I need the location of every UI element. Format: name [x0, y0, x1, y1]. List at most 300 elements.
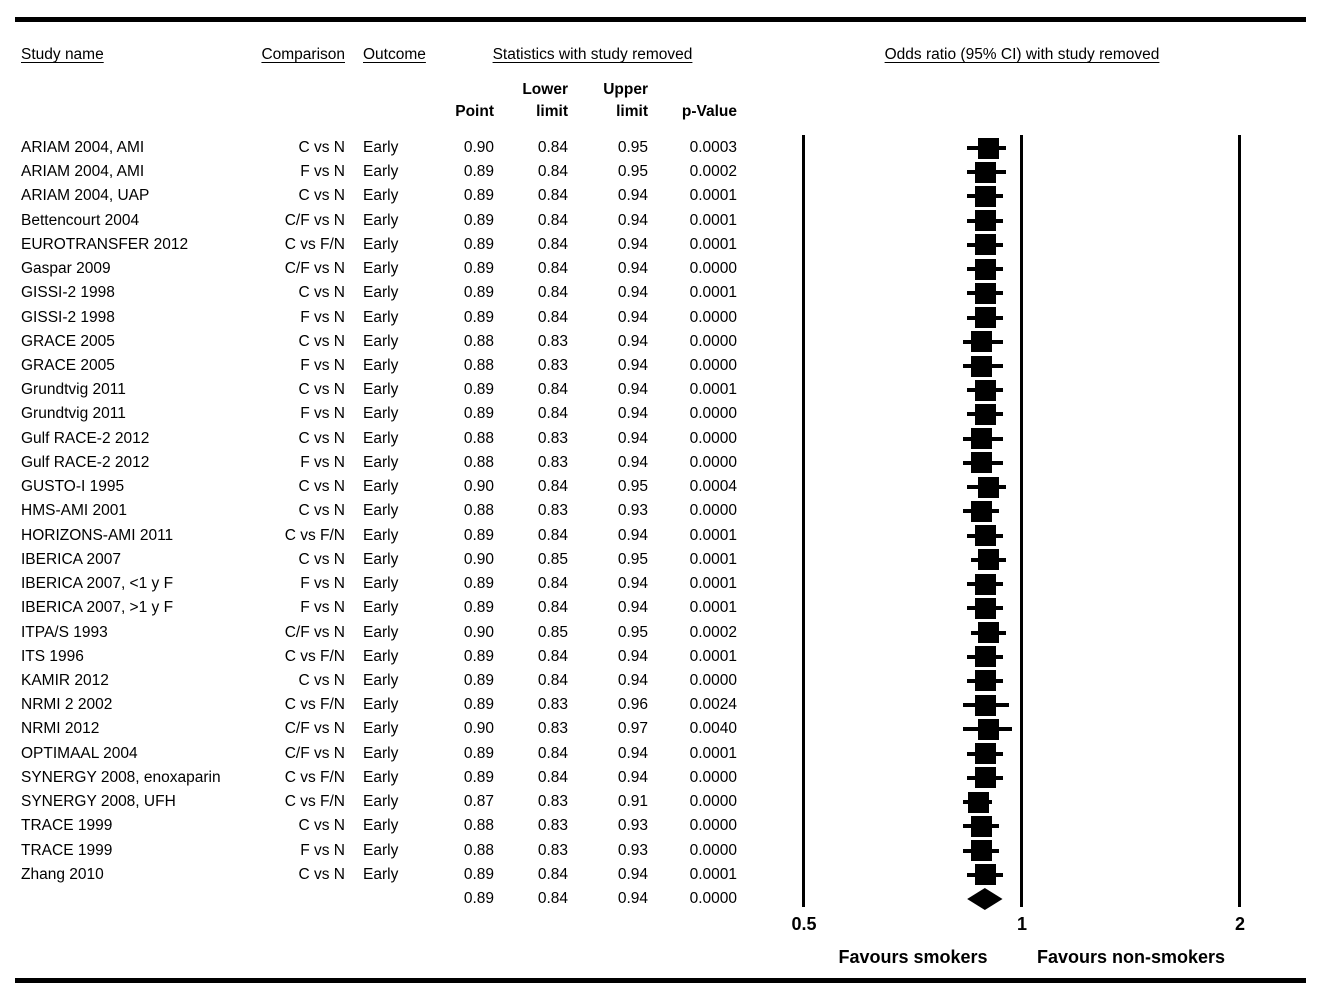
- cell-upper: 0.94: [617, 865, 648, 883]
- or-point-square: [975, 186, 996, 207]
- cell-lower: 0.84: [537, 768, 568, 786]
- cell-p: 0.0001: [689, 526, 737, 544]
- or-point-square: [975, 210, 996, 231]
- cell-upper: 0.94: [617, 332, 648, 350]
- cell-upper: 0.96: [617, 696, 648, 714]
- cell-point: 0.88: [463, 357, 494, 375]
- cell-p: 0.0040: [689, 720, 737, 738]
- cell-lower: 0.84: [537, 647, 568, 665]
- cell-outcome: Early: [363, 478, 399, 496]
- cell-point: 0.89: [463, 744, 494, 762]
- cell-outcome: Early: [363, 599, 399, 617]
- cell-point: 0.88: [463, 429, 494, 447]
- column-header-study-name: Study name: [21, 46, 104, 63]
- table-row: [0, 356, 760, 376]
- table-row: [0, 162, 760, 182]
- axis-line-2: [1238, 135, 1241, 907]
- cell-point: 0.90: [463, 550, 494, 568]
- cell-point: 0.89: [463, 575, 494, 593]
- cell-upper: 0.97: [617, 720, 648, 738]
- cell-upper: 0.94: [617, 429, 648, 447]
- table-row: [0, 404, 760, 424]
- cell-p: 0.0000: [689, 671, 737, 689]
- table-row: [0, 598, 760, 618]
- table-row: [0, 380, 760, 400]
- cell-point: 0.89: [463, 308, 494, 326]
- cell-upper: 0.94: [617, 284, 648, 302]
- cell-outcome: Early: [363, 429, 399, 447]
- cell-p: 0.0024: [689, 696, 737, 714]
- table-row: [0, 671, 760, 691]
- cell-comparison: C vs N: [298, 139, 345, 156]
- cell-point: 0.89: [463, 235, 494, 253]
- cell-comparison: C vs N: [298, 478, 345, 496]
- cell-lower: 0.85: [537, 623, 568, 641]
- cell-upper: 0.94: [617, 381, 648, 399]
- or-point-square: [971, 356, 992, 377]
- cell-p: 0.0001: [689, 599, 737, 617]
- cell-study: NRMI 2012: [21, 720, 100, 738]
- cell-study: ITS 1996: [21, 647, 84, 665]
- cell-p: 0.0001: [689, 381, 737, 399]
- cell-outcome: Early: [363, 793, 399, 811]
- tick-label-2: 2: [1234, 914, 1245, 934]
- tick-label-1: 1: [1016, 914, 1027, 934]
- or-point-square: [978, 138, 999, 159]
- cell-study: Zhang 2010: [21, 865, 104, 883]
- cell-p: 0.0000: [689, 841, 737, 859]
- cell-lower: 0.84: [537, 163, 568, 181]
- cell-comparison: C vs F/N: [284, 526, 345, 544]
- cell-lower: 0.84: [537, 284, 568, 302]
- cell-comparison: C vs N: [298, 284, 345, 302]
- table-row: [0, 647, 760, 667]
- table-row: [0, 695, 760, 715]
- cell-lower: 0.84: [537, 235, 568, 253]
- or-point-square: [975, 234, 996, 255]
- cell-point: 0.88: [463, 502, 494, 520]
- or-point-square: [971, 816, 992, 837]
- cell-lower: 0.84: [537, 381, 568, 399]
- cell-p: 0.0000: [689, 332, 737, 350]
- or-point-square: [975, 864, 996, 885]
- subheader-lower-limit: limit: [536, 103, 568, 120]
- cell-study: TRACE 1999: [21, 817, 113, 835]
- cell-study: GISSI-2 1998: [21, 308, 115, 326]
- cell-study: SYNERGY 2008, UFH: [21, 793, 176, 811]
- cell-upper: 0.95: [617, 623, 648, 641]
- table-row: [0, 138, 760, 158]
- cell-outcome: Early: [363, 671, 399, 689]
- cell-study: KAMIR 2012: [21, 671, 109, 689]
- cell-p: 0.0001: [689, 550, 737, 568]
- or-point-square: [978, 622, 999, 643]
- table-row: [0, 526, 760, 546]
- or-point-square: [978, 719, 999, 740]
- cell-point: 0.89: [463, 260, 494, 278]
- table-row: [0, 186, 760, 206]
- favours-smokers-label: Favours smokers: [838, 947, 988, 967]
- cell-lower: 0.84: [537, 744, 568, 762]
- cell-study: TRACE 1999: [21, 841, 113, 859]
- or-point-square: [975, 307, 996, 328]
- cell-study: NRMI 2 2002: [21, 696, 113, 714]
- cell-comparison: C/F vs N: [284, 623, 345, 641]
- cell-upper: 0.95: [617, 478, 648, 496]
- cell-study: GRACE 2005: [21, 357, 115, 375]
- cell-lower: 0.83: [537, 696, 568, 714]
- cell-comparison: C vs N: [298, 187, 345, 205]
- table-row: [0, 623, 760, 643]
- cell-p: 0.0002: [689, 163, 737, 181]
- axis-line-1: [1020, 135, 1023, 907]
- cell-comparison: F vs N: [300, 405, 345, 423]
- cell-outcome: Early: [363, 332, 399, 350]
- cell-lower: 0.83: [537, 817, 568, 835]
- tick-label-0-5: 0.5: [791, 914, 817, 934]
- cell-comparison: C vs N: [298, 817, 345, 835]
- or-point-square: [975, 525, 996, 546]
- cell-study: IBERICA 2007: [21, 550, 121, 568]
- cell-study: Grundtvig 2011: [21, 405, 126, 423]
- subheader-point: Point: [455, 103, 494, 120]
- cell-outcome: Early: [363, 235, 399, 253]
- cell-outcome: Early: [363, 744, 399, 762]
- cell-comparison: C vs N: [298, 502, 345, 520]
- cell-upper: 0.94: [617, 187, 648, 205]
- or-point-square: [971, 452, 992, 473]
- cell-study: ARIAM 2004, UAP: [21, 187, 150, 205]
- cell-comparison: C vs N: [298, 381, 345, 399]
- or-point-square: [975, 767, 996, 788]
- cell-study: Bettencourt 2004: [21, 211, 140, 229]
- cell-p: 0.0000: [689, 502, 737, 520]
- table-row: [0, 889, 760, 909]
- table-row: [0, 453, 760, 473]
- table-row: [0, 816, 760, 836]
- table-row: [0, 841, 760, 861]
- table-row: [0, 235, 760, 255]
- cell-upper: 0.94: [617, 768, 648, 786]
- cell-lower: 0.84: [537, 599, 568, 617]
- or-point-square: [971, 840, 992, 861]
- cell-outcome: Early: [363, 720, 399, 738]
- column-header-outcome: Outcome: [363, 46, 426, 63]
- cell-outcome: Early: [363, 187, 399, 205]
- favours-non-smokers-label: Favours non-smokers: [1036, 947, 1226, 967]
- cell-study: SYNERGY 2008, enoxaparin: [21, 768, 221, 786]
- cell-p: 0.0001: [689, 235, 737, 253]
- or-point-square: [975, 259, 996, 280]
- cell-outcome: Early: [363, 526, 399, 544]
- cell-point: 0.88: [463, 817, 494, 835]
- cell-p: 0.0001: [689, 211, 737, 229]
- table-row: [0, 574, 760, 594]
- cell-point: 0.89: [463, 187, 494, 205]
- cell-comparison: C vs N: [298, 865, 345, 883]
- cell-study: Gulf RACE-2 2012: [21, 429, 150, 447]
- cell-upper: 0.94: [617, 647, 648, 665]
- cell-p: 0.0000: [689, 260, 737, 278]
- cell-upper: 0.93: [617, 502, 648, 520]
- cell-comparison: C/F vs N: [284, 744, 345, 762]
- cell-lower: 0.83: [537, 841, 568, 859]
- cell-comparison: F vs N: [300, 163, 345, 181]
- cell-outcome: Early: [363, 453, 399, 471]
- cell-lower: 0.84: [537, 478, 568, 496]
- cell-upper: 0.95: [617, 550, 648, 568]
- cell-upper: 0.93: [617, 817, 648, 835]
- cell-outcome: Early: [363, 550, 399, 568]
- cell-p: 0.0003: [689, 139, 737, 156]
- or-point-square: [975, 380, 996, 401]
- cell-point: 0.89: [463, 211, 494, 229]
- cell-outcome: Early: [363, 768, 399, 786]
- cell-p: 0.0001: [689, 865, 737, 883]
- cell-point: 0.90: [463, 623, 494, 641]
- cell-point: 0.90: [463, 139, 494, 156]
- cell-study: IBERICA 2007, <1 y F: [21, 575, 174, 593]
- cell-comparison: F vs N: [300, 308, 345, 326]
- cell-lower: 0.83: [537, 332, 568, 350]
- cell-outcome: Early: [363, 357, 399, 375]
- cell-point: 0.89: [463, 284, 494, 302]
- cell-point: 0.90: [463, 720, 494, 738]
- cell-upper: 0.94: [617, 357, 648, 375]
- cell-study: Gulf RACE-2 2012: [21, 453, 150, 471]
- cell-upper: 0.95: [617, 163, 648, 181]
- table-row: [0, 792, 760, 812]
- column-header-odds-ratio-plot: Odds ratio (95% CI) with study removed: [884, 46, 1160, 63]
- cell-study: GUSTO-I 1995: [21, 478, 125, 496]
- cell-comparison: C/F vs N: [284, 720, 345, 738]
- cell-outcome: Early: [363, 260, 399, 278]
- cell-outcome: Early: [363, 841, 399, 859]
- table-row: [0, 429, 760, 449]
- cell-comparison: C vs N: [298, 332, 345, 350]
- cell-outcome: Early: [363, 696, 399, 714]
- table-row: [0, 477, 760, 497]
- cell-point: 0.88: [463, 841, 494, 859]
- or-point-square: [978, 549, 999, 570]
- cell-upper: 0.94: [617, 405, 648, 423]
- cell-study: HMS-AMI 2001: [21, 502, 127, 520]
- cell-lower: 0.84: [537, 308, 568, 326]
- cell-point: 0.89: [463, 163, 494, 181]
- cell-outcome: Early: [363, 817, 399, 835]
- cell-p: 0.0001: [689, 575, 737, 593]
- or-point-square: [971, 331, 992, 352]
- cell-upper: 0.94: [617, 575, 648, 593]
- cell-upper: 0.94: [617, 211, 648, 229]
- cell-p: 0.0000: [689, 453, 737, 471]
- cell-point: 0.89: [463, 671, 494, 689]
- or-point-square: [975, 743, 996, 764]
- cell-point: 0.89: [463, 768, 494, 786]
- table-row: [0, 211, 760, 231]
- cell-lower: 0.84: [537, 405, 568, 423]
- cell-study: HORIZONS-AMI 2011: [21, 526, 174, 544]
- cell-lower: 0.84: [537, 575, 568, 593]
- or-point-square: [968, 792, 989, 813]
- cell-p: 0.0001: [689, 647, 737, 665]
- cell-study: ITPA/S 1993: [21, 623, 108, 641]
- cell-point: 0.89: [463, 890, 494, 907]
- cell-lower: 0.84: [537, 865, 568, 883]
- table-row: [0, 501, 760, 521]
- table-row: [0, 332, 760, 352]
- cell-study: GISSI-2 1998: [21, 284, 115, 302]
- table-row: [0, 308, 760, 328]
- cell-upper: 0.94: [617, 260, 648, 278]
- cell-p: 0.0001: [689, 744, 737, 762]
- cell-point: 0.90: [463, 478, 494, 496]
- cell-lower: 0.84: [537, 211, 568, 229]
- cell-study: ARIAM 2004, AMI: [21, 139, 145, 156]
- cell-point: 0.87: [463, 793, 494, 811]
- cell-point: 0.89: [463, 405, 494, 423]
- cell-outcome: Early: [363, 284, 399, 302]
- cell-comparison: C vs F/N: [284, 235, 345, 253]
- cell-upper: 0.94: [617, 671, 648, 689]
- cell-upper: 0.91: [617, 793, 648, 811]
- cell-p: 0.0001: [689, 284, 737, 302]
- cell-lower: 0.84: [537, 526, 568, 544]
- cell-upper: 0.94: [617, 235, 648, 253]
- bottom-border-rule: [15, 978, 1306, 983]
- cell-study: ARIAM 2004, AMI: [21, 163, 145, 181]
- cell-comparison: C vs F/N: [284, 793, 345, 811]
- cell-p: 0.0004: [689, 478, 737, 496]
- axis-line-0-5: [802, 135, 805, 907]
- or-point-square: [975, 598, 996, 619]
- cell-outcome: Early: [363, 308, 399, 326]
- cell-upper: 0.93: [617, 841, 648, 859]
- top-border-rule: [15, 17, 1306, 22]
- cell-p: 0.0000: [689, 890, 737, 907]
- cell-comparison: C vs N: [298, 550, 345, 568]
- cell-lower: 0.85: [537, 550, 568, 568]
- cell-comparison: F vs N: [300, 453, 345, 471]
- cell-p: 0.0002: [689, 623, 737, 641]
- cell-outcome: Early: [363, 139, 399, 156]
- table-row: [0, 744, 760, 764]
- cell-upper: 0.94: [617, 453, 648, 471]
- or-point-square: [975, 646, 996, 667]
- cell-comparison: F vs N: [300, 575, 345, 593]
- subheader-upper: Upper: [603, 81, 648, 98]
- cell-outcome: Early: [363, 623, 399, 641]
- cell-comparison: F vs N: [300, 357, 345, 375]
- cell-outcome: Early: [363, 647, 399, 665]
- cell-lower: 0.84: [537, 139, 568, 156]
- or-point-square: [971, 501, 992, 522]
- cell-outcome: Early: [363, 381, 399, 399]
- cell-lower: 0.84: [537, 187, 568, 205]
- cell-upper: 0.94: [617, 599, 648, 617]
- cell-upper: 0.94: [617, 890, 648, 907]
- cell-lower: 0.83: [537, 429, 568, 447]
- or-point-square: [975, 670, 996, 691]
- column-header-comparison: Comparison: [261, 46, 345, 63]
- cell-outcome: Early: [363, 405, 399, 423]
- or-point-square: [971, 428, 992, 449]
- cell-point: 0.89: [463, 526, 494, 544]
- table-row: [0, 550, 760, 570]
- cell-point: 0.88: [463, 332, 494, 350]
- cell-lower: 0.84: [537, 671, 568, 689]
- cell-comparison: C/F vs N: [284, 211, 345, 229]
- table-row: [0, 768, 760, 788]
- overall-diamond: [967, 888, 1002, 910]
- or-point-square: [975, 162, 996, 183]
- cell-comparison: F vs N: [300, 599, 345, 617]
- cell-study: OPTIMAAL 2004: [21, 744, 138, 762]
- cell-comparison: F vs N: [300, 841, 345, 859]
- cell-comparison: C vs N: [298, 429, 345, 447]
- cell-comparison: C/F vs N: [284, 260, 345, 278]
- cell-lower: 0.83: [537, 720, 568, 738]
- cell-lower: 0.83: [537, 453, 568, 471]
- cell-p: 0.0000: [689, 405, 737, 423]
- or-point-square: [978, 477, 999, 498]
- cell-lower: 0.84: [537, 890, 568, 907]
- cell-study: Grundtvig 2011: [21, 381, 126, 399]
- cell-outcome: Early: [363, 211, 399, 229]
- table-row: [0, 259, 760, 279]
- cell-p: 0.0000: [689, 793, 737, 811]
- table-row: [0, 865, 760, 885]
- cell-lower: 0.83: [537, 502, 568, 520]
- cell-comparison: C vs F/N: [284, 768, 345, 786]
- cell-outcome: Early: [363, 575, 399, 593]
- or-point-square: [975, 404, 996, 425]
- or-point-square: [975, 574, 996, 595]
- cell-p: 0.0000: [689, 817, 737, 835]
- cell-p: 0.0000: [689, 357, 737, 375]
- table-row: [0, 719, 760, 739]
- cell-study: GRACE 2005: [21, 332, 115, 350]
- cell-upper: 0.94: [617, 744, 648, 762]
- subheader-p-value: p-Value: [681, 103, 737, 120]
- subheader-lower: Lower: [522, 81, 568, 98]
- cell-outcome: Early: [363, 163, 399, 181]
- cell-comparison: C vs N: [298, 671, 345, 689]
- subheader-upper-limit: limit: [616, 103, 648, 120]
- cell-point: 0.89: [463, 381, 494, 399]
- cell-point: 0.89: [463, 647, 494, 665]
- cell-p: 0.0000: [689, 768, 737, 786]
- cell-study: IBERICA 2007, >1 y F: [21, 599, 174, 617]
- cell-p: 0.0000: [689, 429, 737, 447]
- or-point-square: [975, 283, 996, 304]
- cell-upper: 0.94: [617, 526, 648, 544]
- table-row: [0, 283, 760, 303]
- cell-comparison: C vs F/N: [284, 647, 345, 665]
- cell-study: EUROTRANSFER 2012: [21, 235, 189, 253]
- cell-p: 0.0001: [689, 187, 737, 205]
- cell-p: 0.0000: [689, 308, 737, 326]
- cell-upper: 0.94: [617, 308, 648, 326]
- cell-point: 0.89: [463, 865, 494, 883]
- cell-point: 0.89: [463, 696, 494, 714]
- cell-outcome: Early: [363, 865, 399, 883]
- cell-point: 0.89: [463, 599, 494, 617]
- cell-point: 0.88: [463, 453, 494, 471]
- cell-outcome: Early: [363, 502, 399, 520]
- cell-comparison: C vs F/N: [284, 696, 345, 714]
- cell-upper: 0.95: [617, 139, 648, 156]
